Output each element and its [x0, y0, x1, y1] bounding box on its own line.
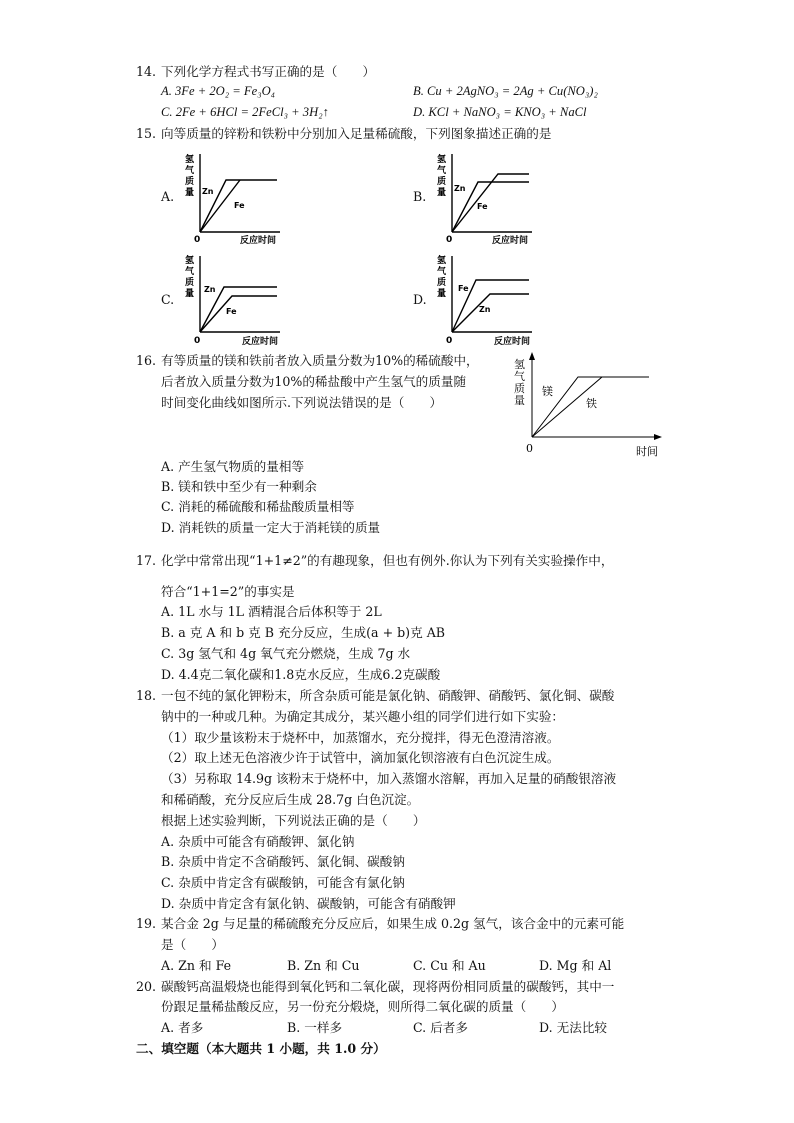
q18-option-a[interactable]: A. 杂质中可能含有硝酸钾、氯化钠 [161, 834, 355, 849]
series-label-fe: Fe [477, 202, 488, 211]
q15-graph-b[interactable] [432, 146, 542, 246]
q18-number: 18. [136, 688, 157, 703]
ylabel-char: 质 [437, 177, 447, 187]
q19-stem-line-2: 是（ ） [161, 937, 224, 952]
origin-label: 0 [446, 336, 453, 346]
origin-label: 0 [526, 442, 533, 455]
origin-label: 0 [194, 336, 201, 346]
x-axis-label: 反应时间 [492, 236, 529, 246]
ylabel-char: 质 [185, 177, 195, 187]
section-heading-fill-in: 二、填空题（本大题共 1 小题，共 1.0 分） [136, 1041, 386, 1056]
q14-option-b[interactable]: B. Cu + 2AgNO₃ = 2Ag + Cu(NO₃)₂ [413, 84, 598, 98]
ylabel-char: 质 [185, 278, 195, 288]
q15-option-c-label[interactable]: C. [161, 292, 175, 307]
ylabel-char: 氢 [437, 256, 447, 266]
q15-graph-a[interactable] [180, 146, 290, 246]
ylabel-char: 量 [437, 289, 447, 299]
series-label-zn: Zn [454, 184, 466, 193]
q20-stem-line-1: 碳酸钙高温煅烧也能得到氧化钙和二氧化碳，现将两份相同质量的碳酸钙，其中一 [161, 979, 615, 994]
q15-graph-d[interactable] [432, 250, 542, 350]
q17-stem-line-2: 符合“1+1=2”的事实是 [161, 584, 295, 599]
ylabel-char: 氢 [437, 155, 447, 165]
q18-stem-line-3: （1）取少量该粉末于烧杯中，加蒸馏水，充分搅拌，得无色澄清溶液。 [161, 730, 560, 745]
x-axis-label: 时间 [636, 445, 658, 458]
q19-option-d[interactable]: D. Mg 和 Al [539, 958, 612, 973]
q20-option-b[interactable]: B. 一样多 [287, 1020, 343, 1035]
series-label-fe: Fe [458, 284, 469, 293]
q15-option-b-label[interactable]: B. [413, 189, 427, 204]
q16-option-b[interactable]: B. 镁和铁中至少有一种剩余 [161, 479, 317, 494]
q16-option-d[interactable]: D. 消耗铁的质量一定大于消耗镁的质量 [161, 520, 381, 535]
origin-label: 0 [446, 235, 453, 245]
series-label-mg: 镁 [542, 385, 553, 398]
q17-option-a[interactable]: A. 1L 水与 1L 酒精混合后体积等于 2L [161, 604, 382, 619]
q18-stem-line-2: 钠中的一种或几种。为确定其成分，某兴趣小组的同学们进行如下实验： [161, 709, 564, 724]
ylabel-char: 氢 [185, 256, 195, 266]
q16-option-c[interactable]: C. 消耗的稀硫酸和稀盐酸质量相等 [161, 499, 355, 514]
q17-option-c[interactable]: C. 3g 氢气和 4g 氧气充分燃烧，生成 7g 水 [161, 646, 411, 661]
q15-option-d-label[interactable]: D. [413, 292, 427, 307]
q17-option-d[interactable]: D. 4.4克二氧化碳和1.8克水反应，生成6.2克碳酸 [161, 667, 441, 682]
series-label-zn: Zn [202, 187, 214, 196]
q15-stem: 向等质量的锌粉和铁粉中分别加入足量稀硫酸，下列图象描述正确的是 [161, 126, 552, 141]
q18-stem-line-6: 和稀硝酸，充分反应后生成 28.7g 白色沉淀。 [161, 792, 420, 807]
q16-option-a[interactable]: A. 产生氢气物质的量相等 [161, 459, 305, 474]
ylabel-char: 质 [437, 278, 447, 288]
ylabel-char: 气 [437, 166, 447, 176]
x-axis-label: 反应时间 [240, 236, 277, 246]
q14-option-d[interactable]: D. KCl + NaNO₃ = KNO₃ + NaCl [413, 105, 587, 119]
q14-option-c[interactable]: C. 2Fe + 6HCl = 2FeCl₃ + 3H₂↑ [161, 105, 329, 119]
ylabel-char: 量 [437, 188, 447, 198]
ylabel-char: 气 [185, 267, 195, 277]
q18-stem-line-4: （2）取上述无色溶液少许于试管中，滴加氯化钡溶液有白色沉淀生成。 [161, 750, 560, 765]
series-label-fe: 铁 [586, 397, 597, 410]
q17-option-b[interactable]: B. a 克 A 和 b 克 B 充分反应，生成(a + b)克 AB [161, 625, 446, 640]
q18-stem-line-5: （3）另称取 14.9g 该粉末于烧杯中，加入蒸馏水溶解，再加入足量的硝酸银溶液 [161, 771, 617, 786]
q14-stem: 下列化学方程式书写正确的是（ ） [161, 64, 376, 79]
x-axis-label: 反应时间 [242, 337, 279, 347]
q16-stem-line-2: 后者放入质量分数为10%的稀盐酸中产生氢气的质量随 [161, 374, 467, 389]
q20-number: 20. [136, 979, 157, 994]
ylabel-char: 气 [514, 370, 525, 383]
q15-graph-c[interactable] [180, 250, 290, 350]
q14-option-a[interactable]: A. 3Fe + 2O₂ = Fe₃O₄ [161, 84, 276, 98]
q15-number: 15. [136, 126, 157, 141]
q16-number: 16. [136, 353, 157, 368]
q20-option-c[interactable]: C. 后者多 [413, 1020, 468, 1035]
ylabel-char: 量 [185, 289, 195, 299]
ylabel-char: 气 [185, 166, 195, 176]
q19-option-c[interactable]: C. Cu 和 Au [413, 958, 486, 973]
q14-number: 14. [136, 64, 157, 79]
q16-graph [506, 346, 666, 461]
ylabel-char: 量 [514, 394, 525, 407]
q18-option-b[interactable]: B. 杂质中肯定不含硝酸钙、氯化铜、碳酸钠 [161, 854, 405, 869]
q19-option-a[interactable]: A. Zn 和 Fe [161, 958, 232, 973]
ylabel-char: 气 [437, 267, 447, 277]
q18-option-c[interactable]: C. 杂质中肯定含有碳酸钠，可能含有氯化钠 [161, 875, 405, 890]
ylabel-char: 量 [185, 188, 195, 198]
series-label-fe: Fe [234, 201, 245, 210]
series-label-zn: Zn [204, 285, 216, 294]
q20-option-a[interactable]: A. 者多 [161, 1020, 204, 1035]
origin-label: 0 [194, 235, 201, 245]
x-axis-label: 反应时间 [494, 337, 531, 347]
q18-stem-line-7: 根据上述实验判断，下列说法正确的是（ ） [161, 813, 426, 828]
q16-stem-line-3: 时间变化曲线如图所示.下列说法错误的是（ ） [161, 395, 443, 410]
q19-option-b[interactable]: B. Zn 和 Cu [287, 958, 360, 973]
ylabel-char: 质 [514, 382, 525, 395]
ylabel-char: 氢 [514, 358, 525, 371]
q15-option-a-label[interactable]: A. [161, 189, 175, 204]
q17-stem-line-1: 化学中常常出现“1+1≠2”的有趣现象，但也有例外.你认为下列有关实验操作中， [161, 553, 614, 568]
q20-option-d[interactable]: D. 无法比较 [539, 1020, 608, 1035]
series-label-zn: Zn [479, 305, 491, 314]
q17-number: 17. [136, 553, 157, 568]
series-label-fe: Fe [226, 307, 237, 316]
q20-stem-line-2: 份跟足量稀盐酸反应，另一份充分煅烧，则所得二氧化碳的质量（ ） [161, 999, 564, 1014]
q19-stem-line-1: 某合金 2g 与足量的稀硫酸充分反应后，如果生成 0.2g 氢气，该合金中的元素可能 [161, 916, 625, 931]
ylabel-char: 氢 [185, 155, 195, 165]
q18-stem-line-1: 一包不纯的氯化钾粉末，所含杂质可能是氯化钠、硝酸钾、硝酸钙、氯化铜、碳酸 [161, 688, 615, 703]
q19-number: 19. [136, 916, 157, 931]
q18-option-d[interactable]: D. 杂质中肯定含有氯化钠、碳酸钠，可能含有硝酸钾 [161, 896, 456, 911]
q16-stem-line-1: 有等质量的镁和铁前者放入质量分数为10%的稀硫酸中， [161, 353, 479, 368]
